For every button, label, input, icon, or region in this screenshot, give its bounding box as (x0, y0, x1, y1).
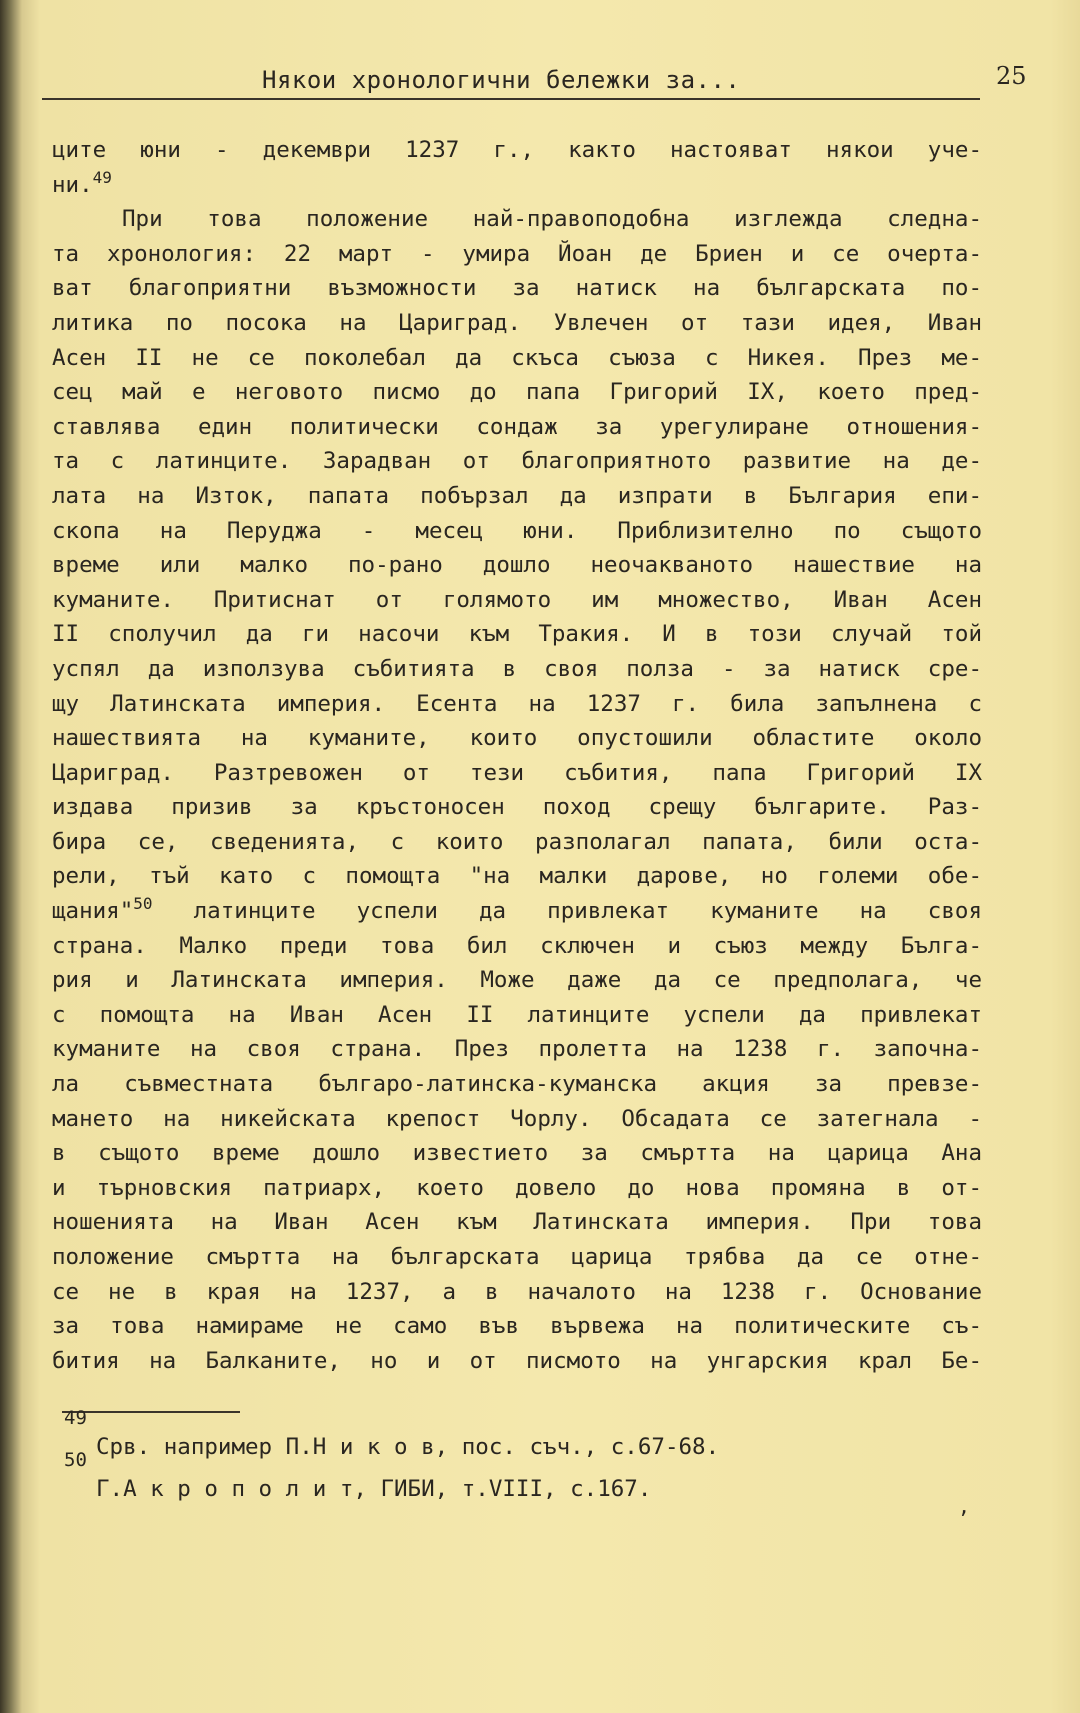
text-line: бития на Балканите, но и от писмото на унгарския крал Бе- (52, 1347, 982, 1374)
margin-mark: , (958, 1494, 971, 1518)
text-line: нашествията на куманите, които опустошили областите около (52, 725, 982, 752)
footnote-text: Срв. например П.Н и к о в, пос. съч., с.67-68. (96, 1434, 720, 1460)
text-line: издава призив за кръстоносен поход срещу българите. Раз- (52, 794, 982, 821)
text-line: Асен II не се поколебал да скъса съюза с Никея. През ме- (52, 344, 982, 371)
text-line: щания"$^{50}$ латинците успели да привлекат куманите на своя (52, 894, 982, 925)
text-line: рия и Латинската империя. Може даже да се предполага, че (52, 967, 982, 994)
text-line: се не в края на 1237, а в началото на 1238 г. Основание (52, 1278, 982, 1305)
text-line: рели, тъй като с помощта "на малки дарове, но големи обе- (52, 863, 982, 890)
text-line: положение смъртта на българската царица трябва да се отне- (52, 1244, 982, 1270)
text-line: сец май е неговото писмо до папа Григорий IX, което пред- (52, 379, 982, 406)
text-line: мането на никейската крепост Чорлу. Обсадата се затегнала - (52, 1105, 982, 1132)
text-line: При това положение най-правоподобна изглежда следна- (122, 206, 982, 233)
text-line: бира се, сведенията, с които разполагал папата, били оста- (52, 828, 982, 855)
text-line: Цариград. Разтревожен от тези събития, папа Григорий IX (52, 759, 982, 786)
text-line: време или малко по-рано дошло неочакваното нашествие на (52, 552, 982, 579)
text-line: лата на Изток, папата побързал да изпрати в България епи- (52, 482, 982, 509)
text-line: в същото време дошло известието за смъртта на царица Ана (52, 1140, 982, 1167)
body-text (52, 133, 982, 1378)
footnote-divider (62, 1411, 240, 1413)
text-line: ставлява един политически сондаж за урегулиране отношения- (52, 413, 982, 440)
footnote-ref-49: 49 (92, 167, 112, 187)
footnote-text: Г.А к р о п о л и т, ГИБИ, т.VIII, с.167. (96, 1476, 652, 1502)
text-line: страна. Малко преди това бил сключен и съюз между Бълга- (52, 932, 982, 959)
text-line: та с латинците. Зарадван от благоприятното развитие на де- (52, 448, 982, 475)
footnote-number: 50 (64, 1449, 87, 1471)
text-line: II сполучил да ги насочи към Тракия. И в този случай той (52, 621, 982, 648)
text-line: ношенията на Иван Асен към Латинската империя. При това (52, 1209, 982, 1236)
page-number: 25 (996, 62, 1027, 90)
running-title: Някои хронологични бележки за... (262, 66, 741, 94)
footnote-number: 49 (64, 1407, 87, 1429)
text-line: ват благоприятни възможности за натиск на българската по- (52, 275, 982, 302)
text-line: с помощта на Иван Асен II латинците успели да привлекат (52, 1001, 982, 1028)
footnotes (62, 1407, 962, 1504)
text-line: куманите. Притиснат от голямото им множество, Иван Асен (52, 586, 982, 613)
footnote-50 (62, 1449, 962, 1504)
text-line: ла съвместната българо-латинска-куманска акция за превзе- (52, 1071, 982, 1098)
text-line: за това намираме не само във вървежа на политическите съ- (52, 1313, 982, 1340)
text-line: успял да използува събитията в своя полза - за натиск сре- (52, 655, 982, 682)
text-line: ни.$^{49}$ (52, 167, 112, 198)
text-line: та хронология: 22 март - умира Йоан де Бриен и се очерта- (52, 240, 982, 267)
footnote-ref-50: 50 (133, 894, 153, 914)
text-line: литика по посока на Цариград. Увлечен от тази идея, Иван (52, 309, 982, 336)
text-line: скопа на Перуджа - месец юни. Приблизително по същото (52, 517, 982, 544)
footnote-49 (62, 1407, 962, 1462)
text-line: щу Латинската империя. Есента на 1237 г. била запълнена с (52, 690, 982, 717)
text-line: ците юни - декември 1237 г., както настояват някои уче- (52, 137, 982, 163)
page-header (42, 62, 1027, 100)
text-line: куманите на своя страна. През пролетта на 1238 г. започна- (52, 1036, 982, 1063)
text-line: и търновския патриарх, което довело до нова промяна в от- (52, 1174, 982, 1201)
